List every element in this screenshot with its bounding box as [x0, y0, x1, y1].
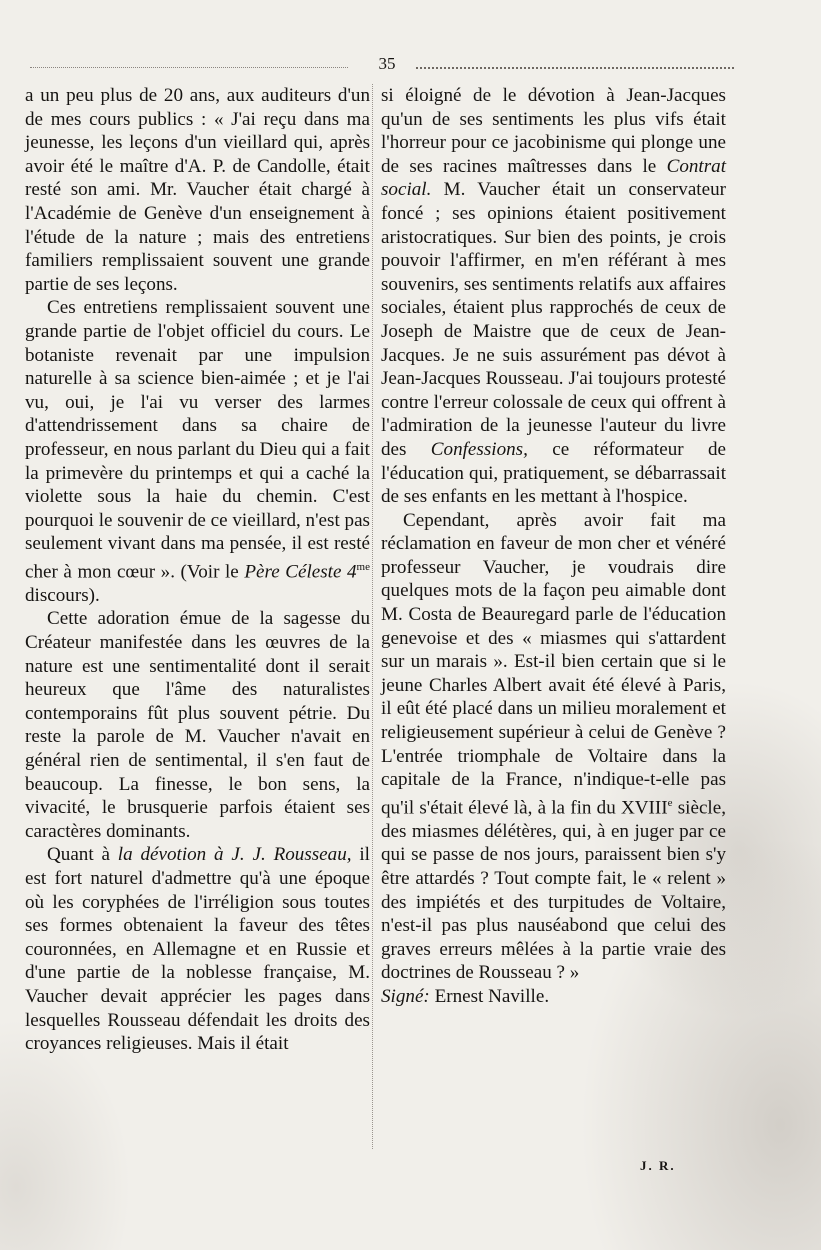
header-rule-right: [416, 67, 734, 69]
column-divider: [372, 84, 373, 1149]
paragraph: si éloigné de le dévotion à Jean-Jacques qu'un de ses sentiments les plus vifs était l'horreur pour ce jacobinisme qui plonge une de ses racines maîtresses dans le Contrat social. M. Vaucher était un conservateur foncé ; ses opinions étaient positivement aristocratiques. Sur bien des points, je crois pouvoir l'affirmer, en m'en référant à mes souvenirs, ses sentiments relatifs aux affaires sociales, étaient plus rapprochés de ceux de Joseph de Maistre que de ceux de Jean-Jacques. Je ne suis assurément pas dévot à Jean-Jacques Rousseau. J'ai toujours protesté contre l'erreur colossale de ceux qui offrent à l'admiration de la jeunesse l'auteur du livre des Confessions, ce réformateur de l'éducation qui, pratiquement, se débarrassait de ses enfants en les mettant à l'hospice.: [381, 85, 726, 508]
paragraph: Cependant, après avoir fait ma réclamation en faveur de mon cher et vénéré professeur Vaucher, je voudrais dire quelques mots de la façon peu aimable dont M. Costa de Beauregard parle de l'éducation genevoise et des « miasmes qui s'attardent sur un marais ». Est-il bien certain que si le jeune Charles Albert avait été élevé à Paris, il eût été placé dans un milieu moralement et religieusement supérieur à celui de Genève ? L'entrée triomphale de Voltaire dans la capitale de la France, n'indique-t-elle pas qu'il s'était élevé là, à la fin du XVIIIe siècle, des miasmes délétères, qui, à en juger par ce qui se passe de nos jours, paraissent bien s'y être attardés ? Tout compte fait, le « relent » des impiétés et des turpitudes de Voltaire, n'est-il pas plus nauséabond que celui des graves erreurs mêlées à la partie vraie des doctrines de Rousseau ? »: [381, 509, 726, 984]
signature-line: Signé: Ernest Naville.: [381, 985, 550, 1007]
paragraph: Quant à la dévotion à J. J. Rousseau, il est fort naturel d'admettre qu'à une époque où les coryphées de l'irréligion sous toutes ses formes obtenaient la faveur des têtes couronnées, en Allemagne et en Russie et d'une partie de la noblesse française, M. Vaucher devait apprécier les pages dans lesquelles Rousseau défendait les droits des croyances religieuses. Mais il était: [25, 844, 370, 1055]
paragraph: a un peu plus de 20 ans, aux auditeurs d'un de mes cours publics : « J'ai reçu dans ma jeunesse, les leçons d'un vieillard qui, après avoir été le maître d'A. P. de Candolle, était resté son ami. Mr. Vaucher était chargé à l'Académie de Genève d'un enseignement à l'étude de la nature ; mais des entretiens familiers remplissaient souvent une grande partie de ses leçons.: [25, 85, 370, 295]
header-rule-left: [30, 67, 348, 68]
paragraph: Ces entretiens remplissaient souvent une grande partie de l'objet officiel du cours. Le botaniste revenait par une impulsion naturelle à sa science bien-aimée ; et je l'ai vu, oui, je l'ai vu verser des larmes d'attendrissement dans sa chaire de professeur, en nous parlant du Dieu qui a fait la primevère du printemps et qui a caché la violette sous la haie du chemin. C'est pourquoi le souvenir de ce vieillard, n'est pas seulement vivant dans ma pensée, il est resté cher à mon cœur ». (Voir le Père Céleste $4^{me}$ discours).: [25, 297, 370, 606]
signature-initials: J. R.: [640, 1158, 676, 1173]
page-header: [30, 54, 730, 80]
left-column: [25, 84, 370, 1056]
right-column: [381, 84, 726, 1009]
paragraph: Cette adoration émue de la sagesse du Créateur manifestée dans les œuvres de la nature est une sentimentalité dont il serait heureux que l'âme des naturalistes contemporains fût plus souvent pétrie. Du reste la parole de M. Vaucher n'avait en général rien de sentimental, il s'en faut de beaucoup. La finesse, le bon sens, la vivacité, le brusquerie parfois étaient ses caractères dominants.: [25, 608, 370, 842]
page-number: 35: [378, 54, 396, 73]
